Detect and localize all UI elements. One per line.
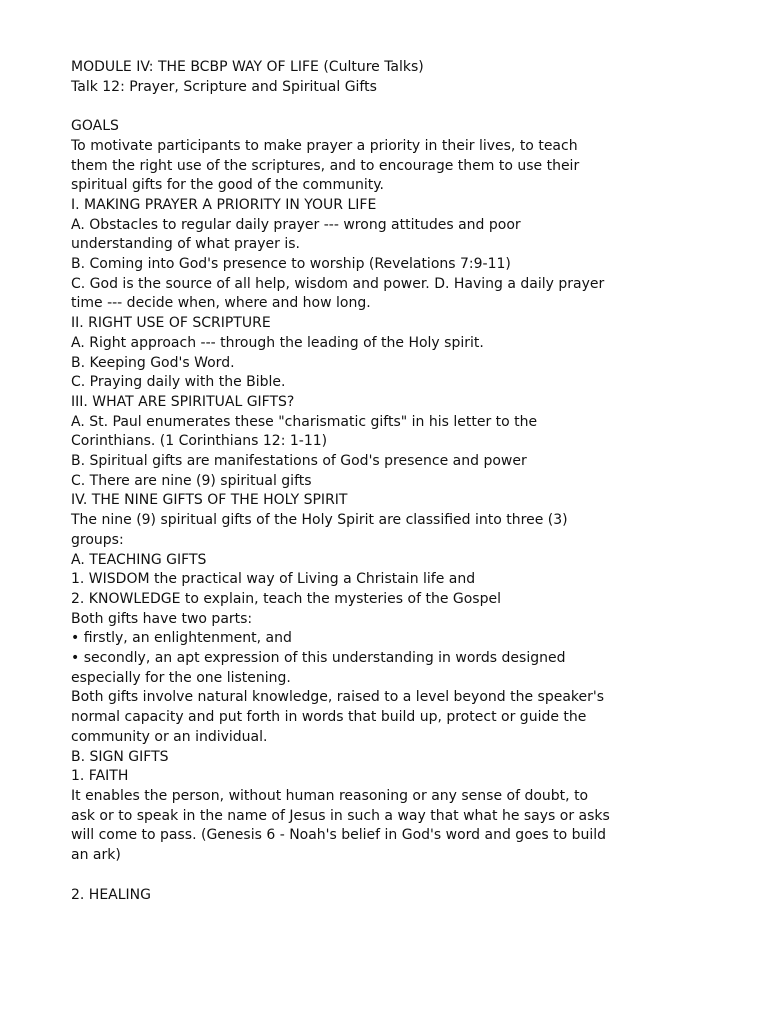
text-line: • secondly, an apt expression of this understanding in words designed [71,650,566,667]
document-body [71,58,711,905]
text-line: B. Coming into God's presence to worship (Revelations 7:9-11) [71,256,511,273]
text-line: A. TEACHING GIFTS [71,551,207,568]
text-line: GOALS [71,118,119,135]
text-line: C. Praying daily with the Bible. [71,374,286,391]
text-line: Corinthians. (1 Corinthians 12: 1-11) [71,433,328,450]
text-line: A. Right approach --- through the leading of the Holy spirit. [71,334,484,351]
text-line: The nine (9) spiritual gifts of the Holy Spirit are classified into three (3) [71,512,568,529]
text-line: normal capacity and put forth in words that build up, protect or guide the [71,709,587,726]
text-line: 1. WISDOM the practical way of Living a Christain life and [71,571,476,588]
text-line: ask or to speak in the name of Jesus in such a way that what he says or asks [71,807,610,824]
text-line: them the right use of the scriptures, and to encourage them to use their [71,157,580,174]
text-line: an ark) [71,847,121,864]
text-line: Both gifts involve natural knowledge, raised to a level beyond the speaker's [71,689,605,706]
text-line: B. SIGN GIFTS [71,748,169,765]
text-line: C. God is the source of all help, wisdom and power. D. Having a daily prayer [71,275,605,292]
text-line: community or an individual. [71,728,268,745]
blank-line [71,866,711,886]
text-line: C. There are nine (9) spiritual gifts [71,472,312,489]
text-line: especially for the one listening. [71,669,291,686]
text-line: It enables the person, without human reasoning or any sense of doubt, to [71,788,589,804]
text-line: B. Spiritual gifts are manifestations of God's presence and power [71,453,527,470]
text-line: will come to pass. (Genesis 6 - Noah's belief in God's word and goes to build [71,827,607,844]
text-line: II. RIGHT USE OF SCRIPTURE [71,315,271,332]
text-line: I. MAKING PRAYER A PRIORITY IN YOUR LIFE [71,196,377,213]
text-line: 2. KNOWLEDGE to explain, teach the mysteries of the Gospel [71,590,501,607]
text-line: 1. FAITH [71,768,129,785]
text-line: A. Obstacles to regular daily prayer --- wrong attitudes and poor [71,216,521,233]
text-line: understanding of what prayer is. [71,236,300,253]
blank-line [71,97,711,117]
text-line: III. WHAT ARE SPIRITUAL GIFTS? [71,393,295,410]
text-line: 2. HEALING [71,886,152,903]
text-line: To motivate participants to make prayer a priority in their lives, to teach [71,137,578,154]
text-line: B. Keeping God's Word. [71,354,235,371]
text-line: • firstly, an enlightenment, and [71,630,292,647]
text-line: spiritual gifts for the good of the community. [71,177,384,194]
text-line: MODULE IV: THE BCBP WAY OF LIFE (Culture Talks) [71,59,424,75]
text-line: Both gifts have two parts: [71,610,253,627]
text-line: groups: [71,531,124,548]
text-line: IV. THE NINE GIFTS OF THE HOLY SPIRIT [71,492,348,509]
text-line: A. St. Paul enumerates these "charismatic gifts" in his letter to the [71,413,538,430]
text-line: Talk 12: Prayer, Scripture and Spiritual Gifts [71,78,377,95]
text-line: time --- decide when, where and how long. [71,295,371,312]
